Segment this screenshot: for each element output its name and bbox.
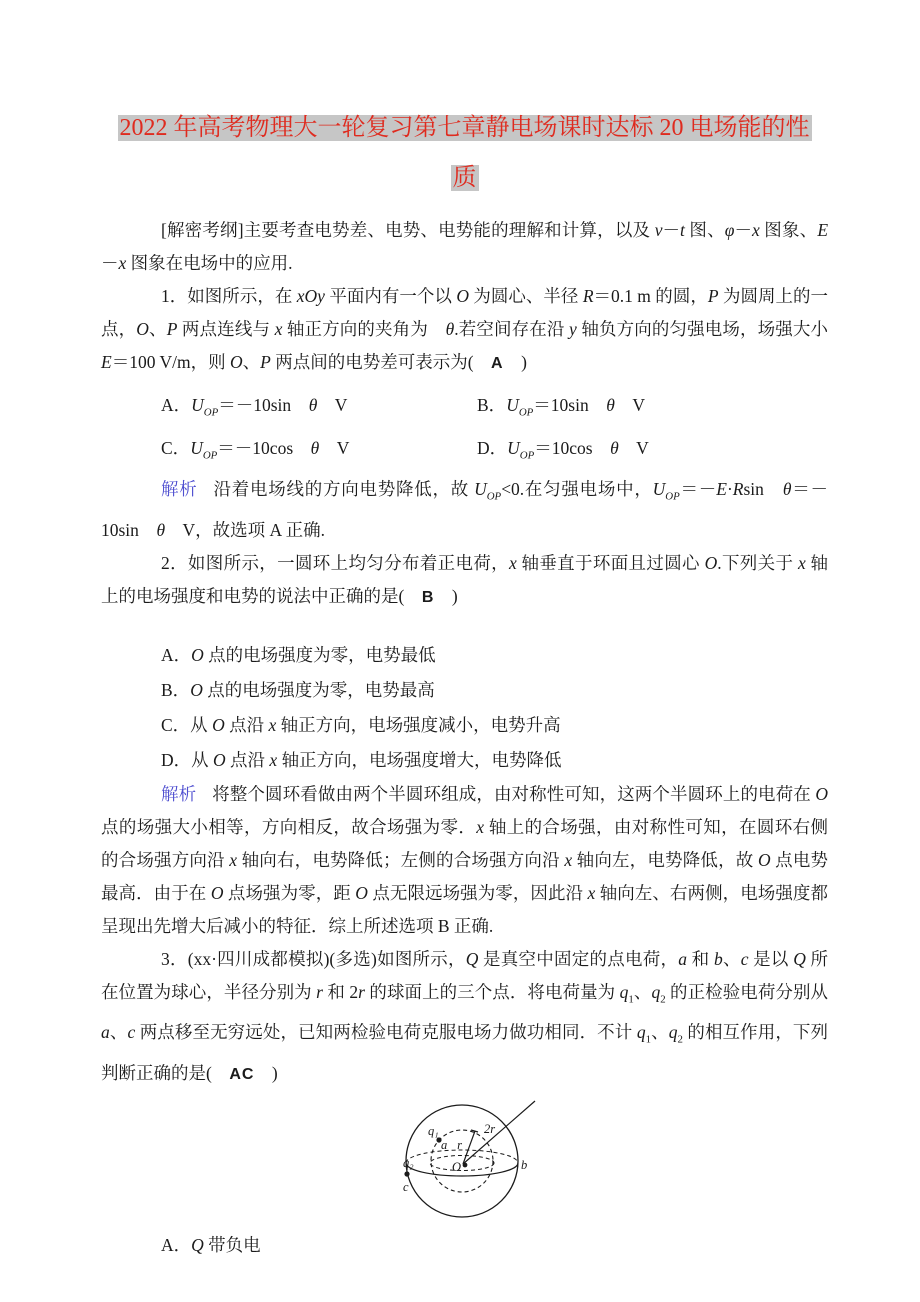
radius-2r-line <box>463 1101 535 1164</box>
question-2-analysis <box>101 778 828 943</box>
title-line-2 <box>101 153 828 203</box>
q2-option-c: C．从 O 点沿 x 轴正方向，电场强度减小，电势升高 <box>161 714 561 735</box>
analysis-text: 将整个圆环看做由两个半圆环组成，由对称性可知，这两个半圆环上的电荷在 O 点的场强大小相等，方向相反，故合场强为零．x 轴上的合场强，由对称性可知，在圆环右侧的合场强方向沿 x 轴向右，电势降低；左侧的合场强方向沿 x 轴向左，电势降低，故 O 点电势最高．由于在 O 点场强为零，距 O 点无限远场强为零，因此沿 x 轴向左、右两侧，电场强度都呈现出先增大后减小的特征．综上所述选项 B 正确. <box>101 783 829 936</box>
title-line-1 <box>101 103 828 153</box>
document-content <box>101 103 828 1262</box>
question-1-options <box>161 388 828 473</box>
sphere-diagram-svg <box>388 1099 542 1223</box>
label-c: c <box>402 1179 409 1194</box>
q2-option-a: A．O 点的电场强度为零，电势最低 <box>161 644 436 665</box>
label-r: r <box>456 1137 462 1152</box>
label-q2: q₂ <box>402 1155 414 1170</box>
document-title <box>101 103 828 203</box>
q1-option-c: C．$U_{OP}=-10\cos$ θ V <box>161 437 350 461</box>
analysis-text: 沿着电场线的方向电势降低，故 $U_{OP}<0$.在匀强电场中，$U_{OP}=-E\cdot Rsin$ θ＝－10sin θ V，故选项 A 正确. <box>101 479 829 540</box>
question-3-stem: 3．(xx·四川成都模拟)(多选)如图所示，Q 是真空中固定的点电荷，a 和 b、c 是以 Q 所在位置为球心，半径分别为 r 和 2r 的球面上的三个点．将电荷量为 $q_1$、$q_2$ 的正检验电荷分别从 a、c 两点移至无穷远处，已知两检验电荷克服电场力做功相同．不计 $q_1$、$q_2$ 的相互作用，下列判断正确的是( AC ) <box>101 948 829 1083</box>
outer-sphere-circle <box>406 1105 518 1217</box>
q1-option-a: A．$U_{OP}=-10\sin$ θ V <box>161 395 348 419</box>
analysis-label: 解析 <box>161 783 197 804</box>
title-text-highlighted: 2022 年高考物理大一轮复习第七章静电场课时达标 20 电场能的性 <box>119 115 810 141</box>
label-b: b <box>520 1157 527 1172</box>
q1-option-d: D．$U_{OP}=10\cos$ θ V <box>477 437 649 461</box>
label-a: a <box>440 1137 447 1152</box>
inner-equator-ellipse-dashed <box>430 1155 494 1170</box>
q2-option-d: D．从 O 点沿 x 轴正方向，电场强度增大，电势降低 <box>161 749 562 770</box>
analysis-label: 解析 <box>161 479 198 499</box>
title-text-highlighted: 质 <box>452 165 477 191</box>
question-1-analysis <box>101 473 828 547</box>
question-2-options <box>161 638 828 778</box>
exam-outline-paragraph: [解密考纲]主要考查电势差、电势、电势能的理解和计算，以及 v－t 图、φ－x 图象、E－x 图象在电场中的应用. <box>101 220 829 273</box>
question-2-stem: 2．如图所示，一圆环上均匀分布着正电荷，x 轴垂直于环面且过圆心 O.下列关于 x 轴上的电场强度和电势的说法中正确的是( B ) <box>101 552 829 606</box>
center-charge-dot <box>462 1162 467 1167</box>
outer-equator-back-arc-dashed <box>406 1150 518 1163</box>
q2-option-b: B．O 点的电场强度为零，电势最高 <box>161 679 435 700</box>
label-2r: 2r <box>483 1121 495 1136</box>
label-o: O <box>451 1159 461 1174</box>
point-c-dot <box>404 1171 409 1176</box>
outer-equator-front-arc <box>406 1163 518 1176</box>
question-1-stem: 1．如图所示，在 xOy 平面内有一个以 O 为圆心、半径 R＝0.1 m 的圆，P 为圆周上的一点，O、P 两点连线与 x 轴正方向的夹角为 θ.若空间存在沿 y 轴负方向的匀强电场，场强大小 E＝100 V/m，则 O、P 两点间的电势差可表示为( A ) <box>101 286 829 372</box>
q3-option-a: A．Q 带负电 <box>161 1234 261 1255</box>
label-q1: q₁ <box>427 1123 439 1138</box>
q1-option-b: B．$U_{OP}=10\sin$ θ V <box>477 395 645 419</box>
question-3-figure <box>101 1099 828 1223</box>
